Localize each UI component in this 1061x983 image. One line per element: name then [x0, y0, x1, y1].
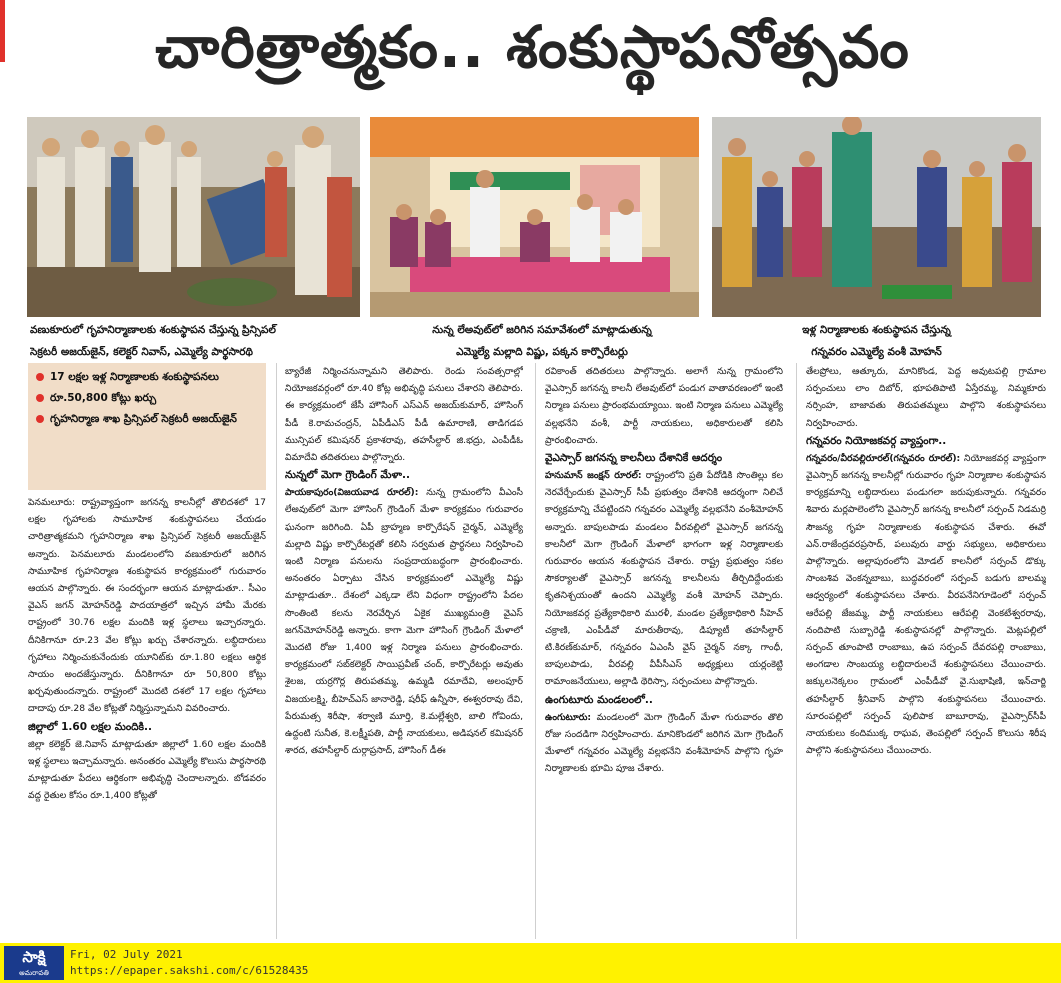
article-paragraph: నున్న గ్రామంలోని వీఎంసీ లేఅవుట్‌లో మెగా హౌసింగ్ గ్రౌండింగ్ మేళా కార్యక్రమం గురువారం ఘనంగా జరిగింది. ఏపీ బ్రాహ్మణ కార్పొరేషన్ చైర్మన్, ఎమ్మెల్యే మల్లాది విష్ణు కార్పొరేటర్లతో కలిసి సర్వమత ప్రార్థనలు నిర్వహించి ఇంటి నిర్మాణ పనులను సంప్రదాయబద్ధంగా ప్రారంభించారు. అనంతరం ఏర్పాటు చేసిన కార్యక్రమంలో ఎమ్మెల్యే విష్ణు మాట్లాడుతూ.. దేశంలో ఎక్కడా లేని విధంగా రాష్ట్రంలోని పేదల సొంతింటి కలను నెరవేర్చిన ఏకైక ముఖ్యమంత్రి వైఎస్ జగన్‌మోహన్‌రెడ్డి అన్నారు. కాగా మెగా హౌసింగ్ గ్రౌండింగ్ మేళాలో మొదటి రోజు 1,400 ఇళ్ల నిర్మాణ పనులు ప్రారంభించారు. కార్యక్రమంలో సబ్‌కలెక్టర్ సాయిప్రవీణ్ చంద్, కార్పొరేటర్లు అవుతు శైలజ, యర్రగొర్ల తిరుపతమ్మ, ఉమ్మడి రమాదేవి, అలంపూర్ విజయలక్ష్మి, బీహెచ్ఎస్ జానారెడ్డి, షరీఫ్ ఉన్నీసా, ఈశ్వరరావు దేవి, పేరుమత్స శిరీషా, శర్వాణి మూర్తి, కె.మల్లేశ్వరి, బాలి గోవిందు, ఉద్దంటి సునీత, కె.లక్ష్మీపతి, పార్టీ నాయకులు, అడిషనల్ కమిషనర్ శారద, తహసీల్దార్ దుర్గాప్రసాద్, హౌసింగ్ డీఈ	[285, 487, 523, 757]
photo-ritual-icon	[712, 117, 1041, 317]
article-paragraph: మండలంలో మెగా గ్రౌండింగ్ మేళా గురువారం తొలి రోజు సందడిగా నిర్వహించారు. మానికొండలో జరిగిన మెగా గ్రౌండింగ్ మేళాలో గన్నవరం ఎమ్మెల్యే వల్లభనేని వంశీమోహన్ పాల్గొని గృహ నిర్మాణాలకు భూమి పూజ చేశారు.	[545, 711, 783, 775]
article-paragraph: రవికాంత్ తదితరులు పాల్గొన్నారు. అలాగే నున్న గ్రామంలోని వైఎస్సార్ జగనన్న కాలనీ లేఅవుట్‌లో పండుగ వాతావరణంలో ఇంటి నిర్మాణ పనులు ప్రారంభమయ్యాయి. ఇంటి నిర్మాణ పనులు ఎమ్మెల్యే వల్లభనేని వంశీ, పార్టీ నాయకులు, అధికారులతో కలిసి ప్రారంభించారు.	[545, 366, 783, 446]
dateline: ఉంగుటూరు:	[545, 711, 592, 723]
highlight-item: రూ.50,800 కోట్లు ఖర్చు	[36, 388, 258, 409]
photo-stage-icon	[370, 117, 699, 317]
bullet-icon	[36, 394, 44, 402]
dateline: హనుమాన్ జంక్షన్ రూరల్:	[545, 470, 642, 482]
bullet-icon	[36, 415, 44, 423]
caption-line: సెక్రటరీ అజయ్‌జైన్, కలెక్టర్ నివాస్, ఎమ్మెల్యే పార్థసారథి	[30, 346, 253, 358]
column-divider	[796, 363, 797, 939]
photo-foundation-ceremony	[27, 117, 360, 317]
column-divider	[276, 363, 277, 939]
photo-ceremony-icon	[27, 117, 360, 317]
column-divider	[535, 363, 536, 939]
article-column-2	[285, 363, 523, 939]
subheading: నున్నలో మెగా గ్రౌండింగ్ మేళా..	[285, 469, 410, 482]
subheading: గన్నవరం నియోజకవర్గ వ్యాప్తంగా..	[806, 434, 947, 447]
dateline: పాయకాపురం(విజయవాడ రూరల్):	[285, 487, 419, 499]
highlights-box	[28, 363, 266, 490]
article-column-1	[28, 494, 266, 939]
subheading: జిల్లాలో 1.60 లక్షల మందికి..	[28, 720, 153, 733]
dateline: గన్నవరం/వీరవల్లిరూరల్(గన్నవరం రూరల్):	[806, 452, 961, 464]
highlight-item: గృహనిర్మాణ శాఖ ప్రిన్సిపల్ సెక్రటరీ అజయ్‌జైన్	[36, 409, 258, 430]
subheading: వైఎస్సార్ జగనన్న కాలనీలు దేశానికే ఆదర్శం	[545, 452, 723, 465]
edition-date: Fri, 02 July 2021	[70, 948, 183, 961]
photo-bhoomi-puja	[712, 117, 1041, 317]
article-column-4	[806, 363, 1046, 939]
red-edge-marker	[0, 0, 5, 62]
photo-stage-meeting	[370, 117, 699, 317]
bullet-icon	[36, 373, 44, 381]
article-column-3	[545, 363, 783, 939]
article-paragraph: రాష్ట్రంలోని ప్రతి పేదోడికి సొంతిల్లు కల నెరవేర్చేందుకు వైఎస్సార్ సీపీ ప్రభుత్వం దేశానికి ఆదర్శంగా నిలిచే కార్యక్రమాన్ని చేపట్టిందని గన్నవరం ఎమ్మెల్యే వల్లభనేని వంశీమోహన్ అన్నారు. బాపులపాడు మండలం వీరవల్లిలో వైఎస్సార్ జగనన్న కాలనీలో మెగా గ్రౌండింగ్ మేళాలో భాగంగా ఇళ్ల నిర్మాణాలకు గురువారం ఆయన శంకుస్థాపన చేశారు. రాష్ట్ర ప్రభుత్వం సకల సౌకర్యాలతో వైఎస్సార్ జగనన్న కాలనీలను తీర్చిదిద్దేందుకు కృతనిశ్చయంతో ఉందని ఎమ్మెల్యే వంశీ మోహన్ చెప్పారు. నియోజకవర్గ ప్రత్యేకాధికారి మురళీ, మండల ప్రత్యేకాధికారి సీహెచ్ చక్రాణి, ఎంపీడీవో మారుతీరావు, డిప్యూటీ తహసీల్దార్ టి.కిరణ్‌కుమార్, గన్నవరం ఏఎంసీ వైస్ చైర్మన్ నక్కా గాంధీ, బాపులపాడు, వీరవల్లి వీపీసీఎస్ అధ్యక్షులు యర్లంకెట్టి రామాంజనేయులు, అల్లాడి థెరిస్సా, సర్పంచులు పాల్గొన్నారు.	[545, 470, 783, 688]
caption-line: నున్న లేఅవుట్‌లో జరిగిన సమావేశంలో మాట్లాడుతున్న	[432, 324, 652, 336]
caption-line: గన్నవరం ఎమ్మెల్యే వంశీ మోహన్	[811, 346, 942, 358]
caption-photo-2	[392, 319, 692, 363]
highlight-item: 17 లక్షల ఇళ్ల నిర్మాణాలకు శంకుస్థాపనలు	[36, 367, 258, 388]
epaper-link[interactable]: https://epaper.sakshi.com/c/61528435	[70, 964, 309, 977]
article-paragraph: బ్యారేజీ నిర్మించనున్నామని తెలిపారు. రెండు సంవత్సరాల్లో నియోజకవర్గంలో రూ.40 కోట్ల అభివృద్ధి పనులు చేశారని తెలిపారు. ఈ కార్యక్రమంలో జేసీ హౌసింగ్ ఎస్ఎన్ అజయ్‌కుమార్, హౌసింగ్ పీడీ కె.రామచంద్రన్, ఏపీడీఎస్ పీడీ ఉమారాణి, తాడిగడప మున్సిపల్ కమిషనర్ ప్రకాశరావు, తహసీల్దార్ జి.భద్రు, ఎంపీడీఓ విమాదేవి తదితరులు పాల్గొన్నారు.	[285, 366, 523, 464]
caption-line: వణుకూరులో గృహనిర్మాణాలకు శంకుస్థాపన చేస్తున్న ప్రిన్సిపల్	[30, 324, 276, 336]
caption-photo-3	[712, 319, 1041, 363]
article-paragraph: జిల్లా కలెక్టర్ జె.నివాస్ మాట్లాడుతూ జిల్లాలో 1.60 లక్షల మందికి ఇళ్ల స్థలాలు ఇచ్చామన్నారు. అనంతరం ఎమ్మెల్యే కొలుసు పార్థసారథి మాట్లాడుతూ పేదలు ఆర్థికంగా అభివృద్ధి చెందాలన్నారు. బోడవరం వద్ద రైతుల కోసం రూ.1,400 కోట్లతో	[28, 738, 266, 802]
caption-line: ఎమ్మెల్యే మల్లాది విష్ణు, పక్కన కార్పొరేటర్లు	[456, 346, 628, 358]
article-paragraph: పెనమలూరు: రాష్ట్రవ్యాప్తంగా జగనన్న కాలనీల్లో తొలిదశలో 17 లక్షల గృహాలకు సామూహిక శంకుస్థాపనలు చేయడం చారిత్రాత్మకమని గృహనిర్మాణ శాఖ ప్రిన్సిపల్ సెక్రటరీ అజయ్‌జైన్ అన్నారు. పెనమలూరు మండలంలోని వణుకూరులో జరిగిన సామూహిక గృహనిర్మాణ శంకుస్థాపన కార్యక్రమంలో గురువారం ఆయన పాల్గొన్నారు. ఈ సందర్భంగా ఆయన మాట్లాడుతూ.. సీఎం వైఎస్ జగన్ మోహన్‌రెడ్డి పాదయాత్రలో ఇచ్చిన హామీ మేరకు రాష్ట్రంలో 30.76 లక్షల మందికి ఇళ్ల స్థలాలు ఇచ్చారన్నారు. దీనికిగానూ రూ.23 వేల కోట్లు ఖర్చు చేశారన్నారు. లబ్ధిదారులు గృహాలు నిర్మించుకునేందుకు యూనిట్‌కు రూ.1.80 లక్షలు ఆర్థిక సాయం అందజేస్తున్నారు. దీనికిగానూ రూ 50,800 కోట్లు ఖర్చవుతుందన్నారు. రాష్ట్రంలో మొదటి దశలో 17 లక్షల గృహాలు దాదాపు రూ.28 వేల కోట్లతో నిర్మిస్తున్నామని వివరించారు.	[28, 497, 266, 715]
subheading: ఉంగుటూరు మండలంలో..	[545, 693, 653, 706]
caption-photo-1	[30, 319, 365, 363]
article-paragraph: తేలప్రోలు, ఆత్కూరు, మానికొండ, పెద్ద అవుటపల్లి గ్రామాల సర్పంచులు లాం దిబోర్, భూపతిపాటి ఏస్తేరమ్మ, నిమ్మకూరు నర్సింహ, బాజావతు తిరుపతమ్మలు పాల్గొని శంకుస్థాపనలు నిర్వహించారు.	[806, 366, 1046, 429]
caption-line: ఇళ్ల నిర్మాణాలకు శంకుస్థాపన చేస్తున్న	[802, 324, 951, 336]
headline: చారిత్రాత్మకం.. శంకుస్థాపనోత్సవం	[155, 12, 910, 81]
sakshi-logo: సాక్షి అమరావతి	[4, 946, 64, 980]
article-paragraph: నియోజకవర్గ వ్యాప్తంగా వైఎస్సార్ జగనన్న కాలనీల్లో గురువారం గృహ నిర్మాణాల శంకుస్థాపన కార్యక్రమాన్ని లబ్ధిదారులు పండుగలా జరుపుకున్నారు. గన్నవరం శివారు మర్లపాలెంలోని వైఎస్సార్ జగనన్న కాలనీలో సర్పంచ్ నిడమర్రి సౌజన్య గృహ నిర్మాణాలకు శంకుస్థాపన చేశారు. ఈవో ఎన్.రాజేంద్రవరప్రసాద్, పలువురు వార్డు సభ్యులు, అధికారులు పాల్గొన్నారు. అల్లాపురంలోని మోడల్ కాలనీలో సర్పంచ్ డొక్కు సాంబశివ వెంకన్నబాబు, బుద్ధవరంలో సర్పంచ్ బడుగు బాలమ్మ ఆధ్వర్యంలో శంకుస్థాపనలు చేశారు. వీరపనేనిగూడెంలో సర్పంచ్ ఆరేపల్లి జేజమ్మ, పార్టీ నాయకులు ఆరేపల్లి వెంకటేశ్వరరావు, నందిపాటి సుబ్బారెడ్డి శంకుస్థాపనల్లో పాల్గొన్నారు. మెట్లపల్లిలో సర్పంచ్ తూంపాటి రాంబాబు, ఉప సర్పంచ్ దేవరపల్లి రాంబాబు, అంగడాల సాంబయ్య లబ్ధిదారులచే శంకుస్థాపనలు చేయించారు. జక్కులనెక్కలం గ్రామంలో ఎంపీడీవో వై.సుభాషిణి, ఇన్‌చార్జి తహసీల్దార్ శ్రీనివాస్ పాల్గొని శంకుస్థాపనలు చేయించారు. సూరంపల్లిలో సర్పంచ్ పులిపాక బాబూరావు, వైఎస్సార్‌సీపీ నాయకులు కందిముక్క రాఘవ, తెంపల్లిలో సర్పంచ్ కొలుసు శిరీష పాల్గొని శంకుస్థాపనలు చేయించారు.	[806, 452, 1046, 757]
